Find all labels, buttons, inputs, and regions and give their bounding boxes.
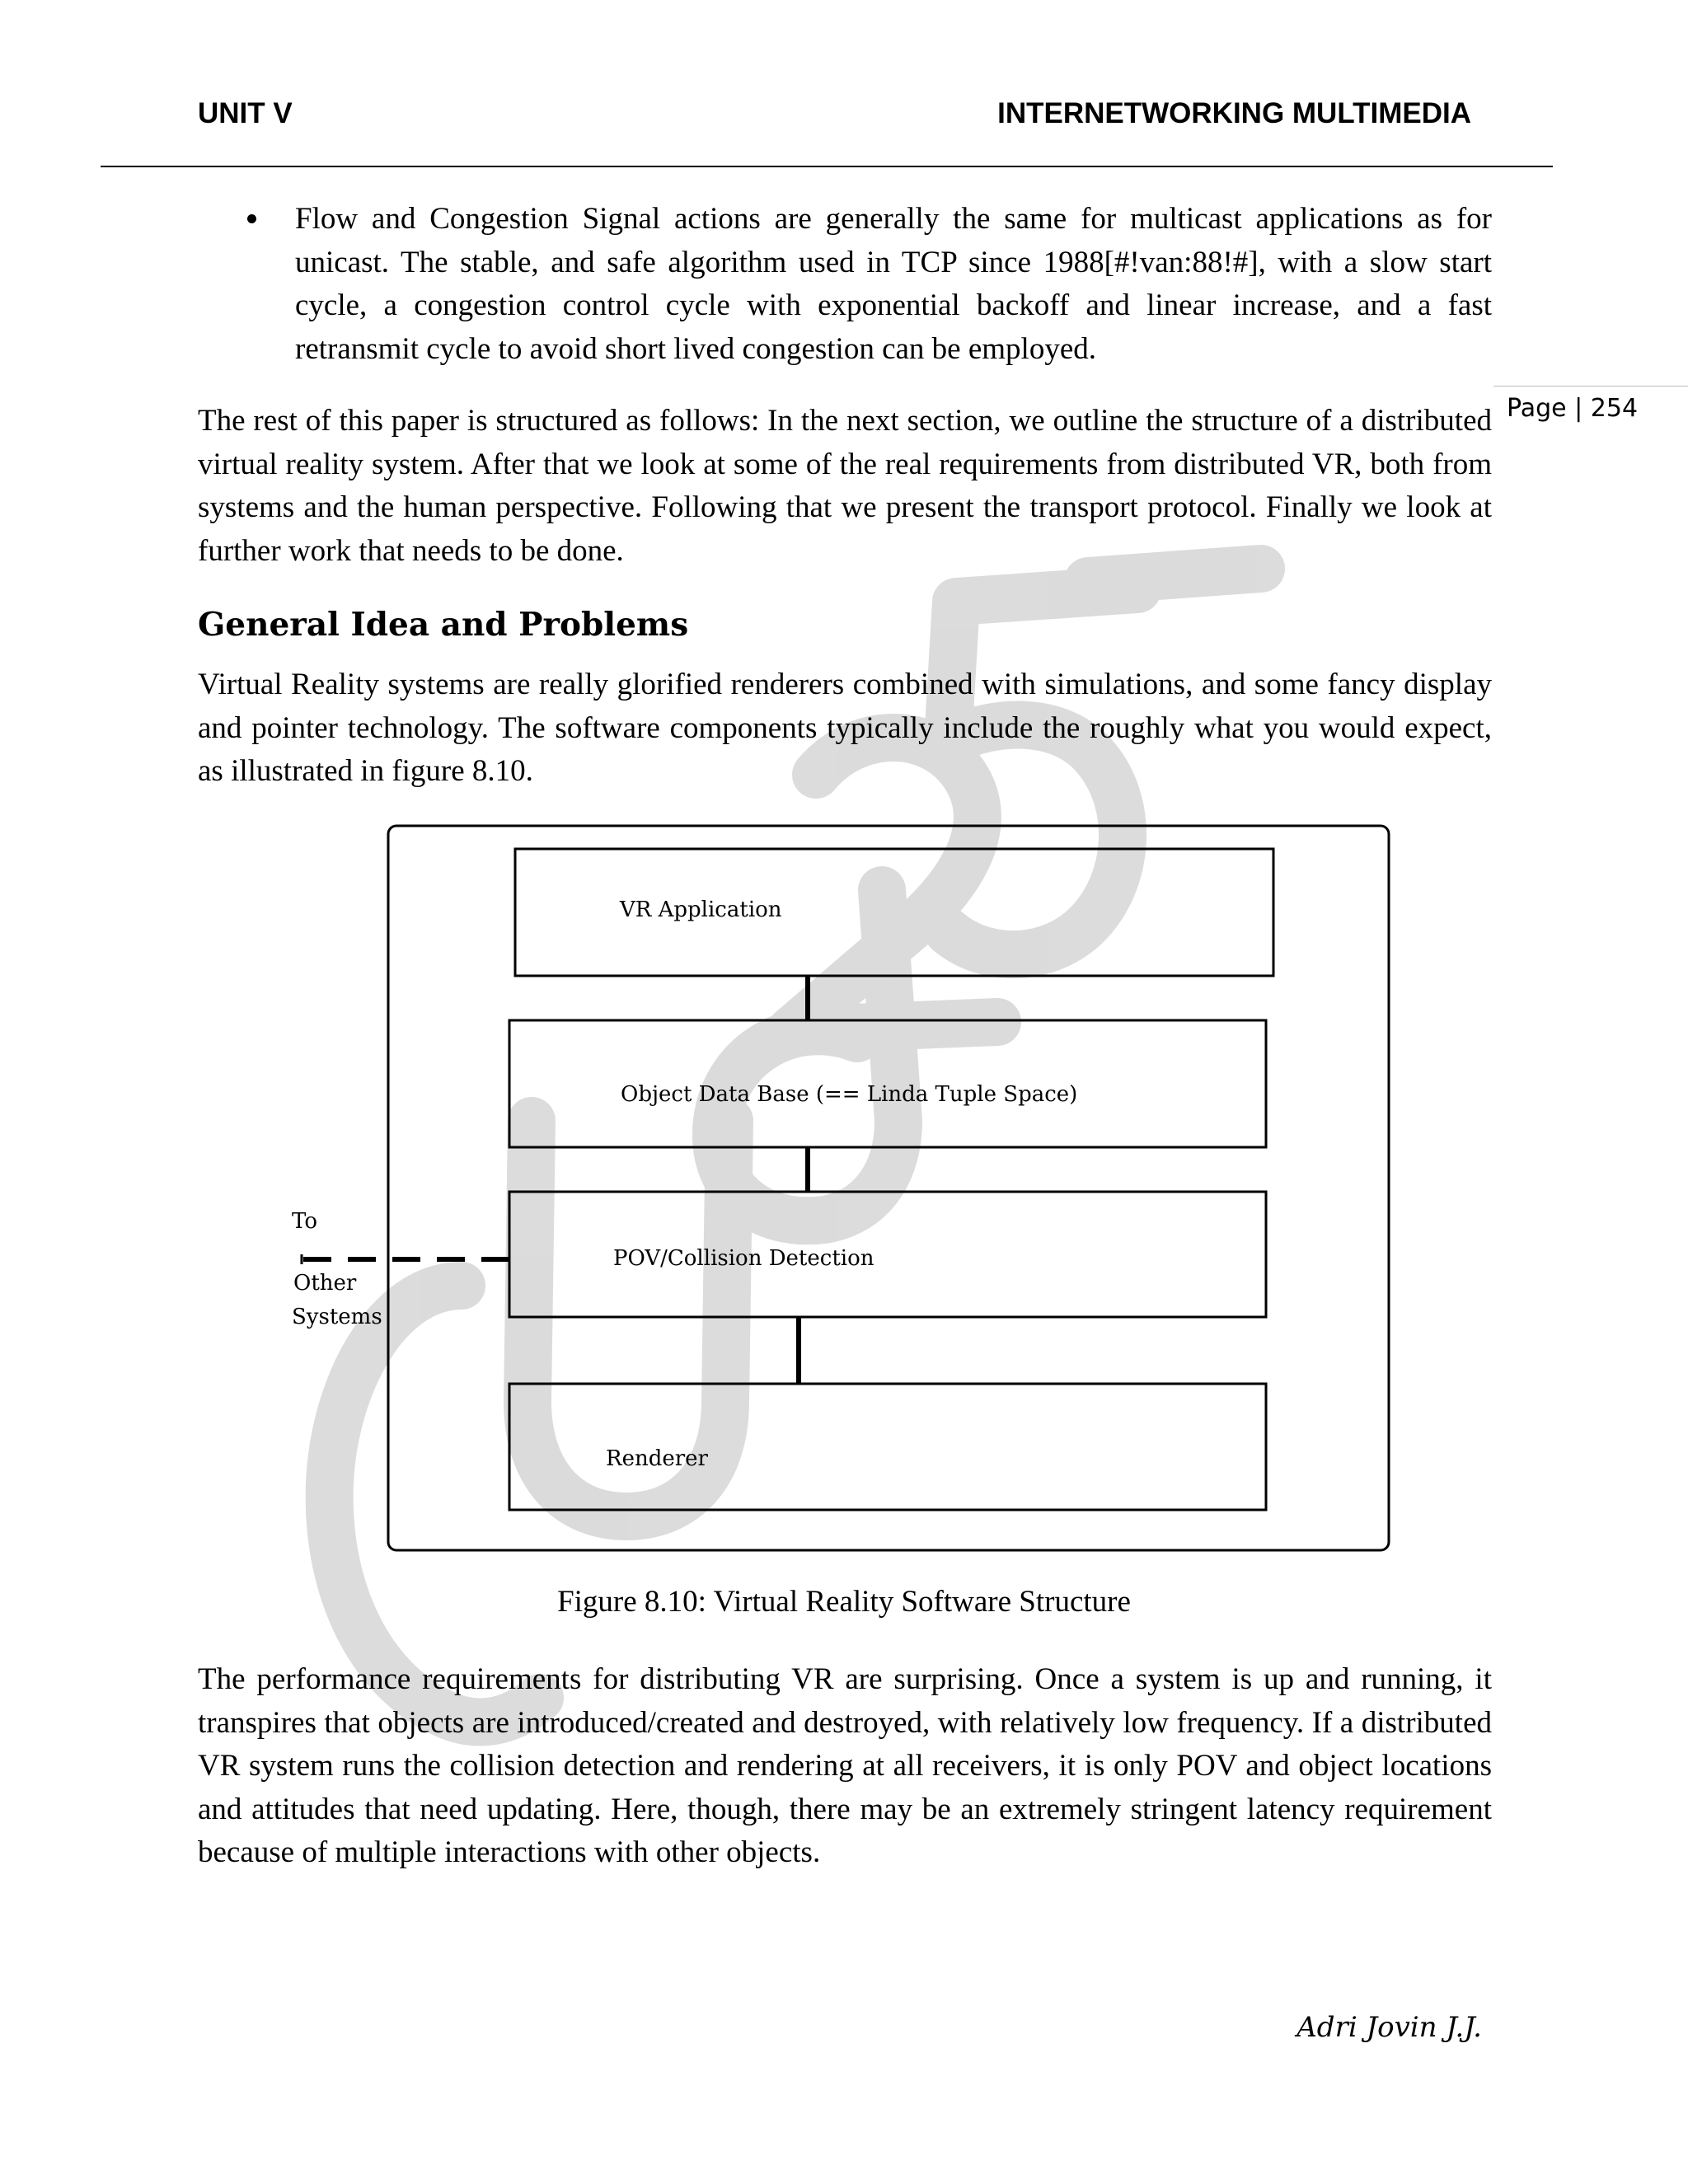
box-label-renderer: Renderer bbox=[606, 1446, 708, 1471]
section-heading: General Idea and Problems bbox=[198, 606, 689, 644]
box-label-object-database: Object Data Base (== Linda Tuple Space) bbox=[621, 1082, 1078, 1107]
side-label-systems: Systems bbox=[292, 1305, 382, 1329]
document-title: INTERNETWORKING MULTIMEDIA bbox=[997, 97, 1471, 129]
page-number: Page | 254 bbox=[1507, 394, 1639, 423]
intro-paragraph: The rest of this paper is structured as follows: In the next section, we outline the structure of a distributed virtual reality system. After that we look at some of the real requirements from distributed VR, both from systems and the human perspective. Following that we present the transport protocol. Finally we look at further work that needs to be done. bbox=[198, 404, 1492, 568]
unit-label: UNIT V bbox=[198, 97, 293, 129]
general-paragraph: Virtual Reality systems are really glorified renderers combined with simulations, and some fancy display and pointer technology. The software components typically include the roughly what you would expect, as illustrated in figure 8.10. bbox=[198, 668, 1492, 788]
author-signature: Adri Jovin J.J. bbox=[1296, 2011, 1482, 2044]
performance-paragraph: The performance requirements for distributing VR are surprising. Once a system is up and running, it transpires that objects are introduced/created and destroyed, with relatively low frequency. If a distributed VR system runs the collision detection and rendering at all receivers, it is only POV and object locations and attitudes that need updating. Here, though, there may be an extremely stringent latency requirement because of multiple interactions with other objects. bbox=[198, 1662, 1492, 1869]
side-label-to: To bbox=[292, 1209, 317, 1234]
figure-caption: Figure 8.10: Virtual Reality Software Structure bbox=[557, 1585, 1131, 1619]
bullet-paragraph: Flow and Congestion Signal actions are generally the same for multicast applications as for unicast. The stable, and safe algorithm used in TCP since 1988[#!van:88!#], with a slow start cycle, a congestion control cycle with exponential backoff and linear increase, and a fast retransmit cycle to avoid short lived congestion can be employed. bbox=[295, 202, 1492, 366]
box-label-vr-application: VR Application bbox=[620, 898, 782, 922]
figure-outer-frame bbox=[388, 826, 1389, 1550]
side-label-other: Other bbox=[293, 1271, 357, 1296]
box-label-pov-collision: POV/Collision Detection bbox=[613, 1246, 874, 1271]
